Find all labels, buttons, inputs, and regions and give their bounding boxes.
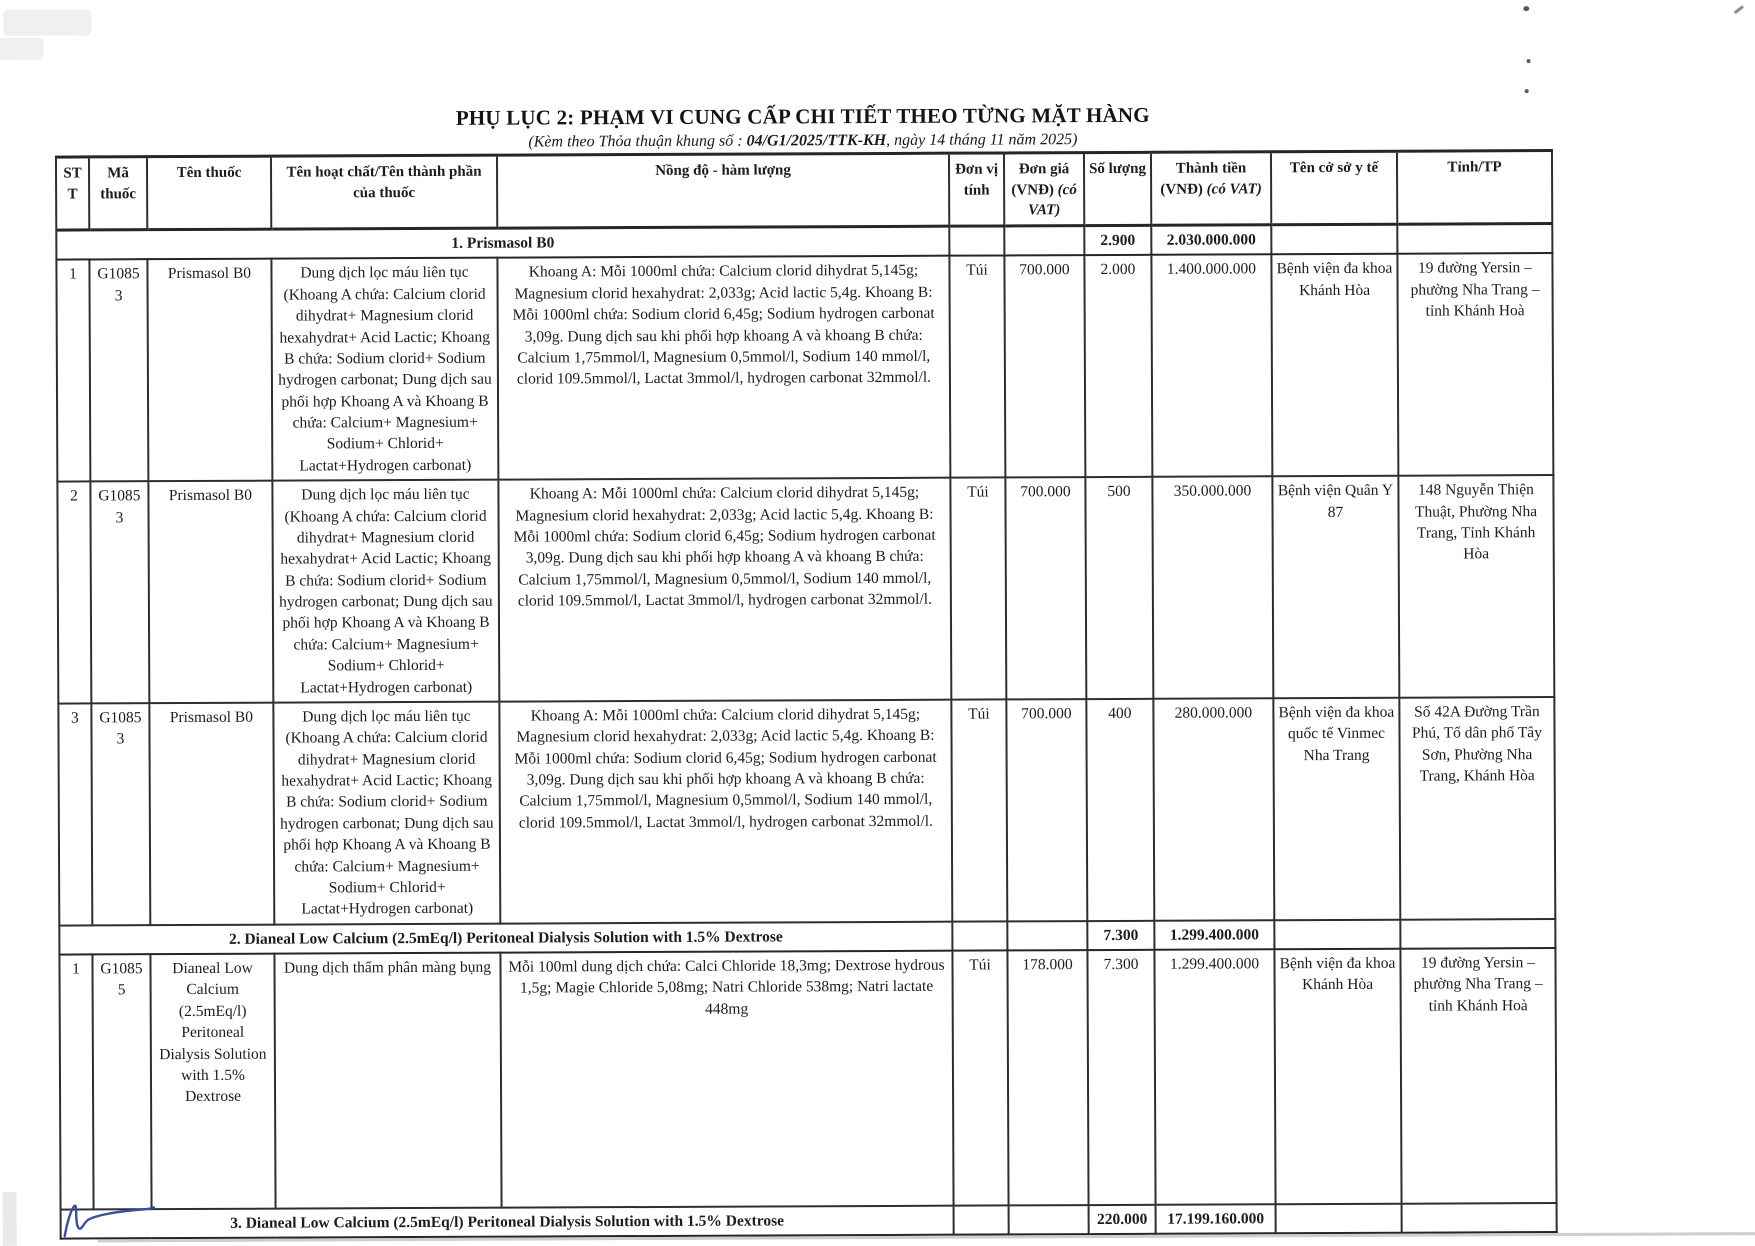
cell-thanh-tien: 1.299.400.000 [1154, 949, 1275, 1205]
cell-stt: 2 [57, 482, 91, 704]
cell-nong-do: Khoang A: Mỗi 1000ml chứa: Calcium clorid dihydrat 5,145g; Magnesium clorid hexahydrat: 2,033g; Acid lactic 5,4g. Khoang B: Mỗi 1000ml chứa: Sodium clorid 6,45g; Sodium hydrogen carbonat 3,09g. Dung dịch sau khi phối hợp khoang A và khoang B chứa: Calcium 1,75mmol/l, Magnesium 0,5mmol/l, Sodium 140 mmol/l, clorid 109.5mmol/l, Lactat 3mmol/l, hydrogen carbonat 32mmol/l. [497, 256, 950, 480]
cell-don-vi: Túi [950, 478, 1006, 700]
scan-speck [1525, 89, 1529, 93]
col-header-don-gia [1004, 153, 1084, 226]
cell-hoat-chat: Dung dịch lọc máu liên tục (Khoang A chứa: Calcium clorid dihydrat+ Magnesium clorid hexahydrat+ Acid Lactic; Khoang B chứa: Sodium clorid+ Sodium hydrogen carbonat; Dung dịch sau phối hợp Khoang A và Khoang B chứa: Calcium+ Magnesium+ Sodium+ Chlorid+ Lactat+Hydrogen carbonat) [273, 702, 500, 925]
thanh-tien-vat-note: (có VAT) [1206, 181, 1262, 198]
empty-cell [954, 1205, 1009, 1235]
cell-stt: 3 [58, 703, 92, 925]
cell-so-luong: 500 [1085, 477, 1153, 699]
scan-tick [1734, 5, 1744, 14]
cell-don-vi: Túi [949, 256, 1005, 478]
empty-cell [1007, 921, 1087, 951]
empty-cell [1397, 224, 1552, 255]
section-label: 3. Dianeal Low Calcium (2.5mEq/l) Peritoneal Dialysis Solution with 1.5% Dextrose [61, 1206, 954, 1239]
subtitle-agreement-number: 04/G1/2025/TTK-KH [746, 131, 887, 150]
cell-thanh-tien: 280.000.000 [1153, 698, 1274, 920]
cell-ten-thuoc: Dianeal Low Calcium (2.5mEq/l) Peritoneal Dialysis Solution with 1.5% Dextrose [150, 954, 275, 1210]
thanh-tien-label: Thành tiền (VNĐ) [1160, 160, 1247, 198]
cell-ten-thuoc: Prismasol B0 [149, 703, 274, 925]
empty-cell [1271, 224, 1397, 254]
don-gia-vat-note: (có VAT) [1028, 181, 1077, 219]
cell-ma-thuoc: G10853 [89, 260, 148, 482]
col-header-nong-do: Nồng độ - hàm lượng [497, 153, 949, 228]
scan-artifact [3, 9, 91, 35]
col-header-co-so-y-te: Tên cở sở y tế [1271, 151, 1397, 225]
cell-don-vi: Túi [951, 699, 1007, 921]
cell-co-so: Bệnh viện đa khoa Khánh Hòa [1271, 254, 1398, 476]
cell-tinh-tp: 19 đường Yersin – phường Nha Trang – tỉnh Khánh Hoà [1397, 253, 1553, 475]
section-quantity: 7.300 [1087, 920, 1154, 950]
cell-don-gia: 700.000 [1005, 477, 1086, 699]
cell-stt: 1 [59, 954, 93, 1209]
section-quantity: 2.900 [1084, 225, 1151, 255]
table-row [56, 253, 1553, 481]
cell-hoat-chat: Dung dịch thẩm phân màng bụng [274, 953, 501, 1209]
cell-don-gia: 700.000 [1006, 699, 1087, 921]
cell-tinh-tp: 19 đường Yersin – phường Nha Trang – tỉnh Khánh Hoà [1400, 948, 1556, 1204]
col-header-don-vi: Đơn vị tính [949, 153, 1004, 226]
cell-tinh-tp: Số 42A Đường Trần Phú, Tổ dân phố Tây Sơn, Phường Nha Trang, Khánh Hòa [1399, 697, 1555, 919]
section-label: 2. Dianeal Low Calcium (2.5mEq/l) Peritoneal Dialysis Solution with 1.5% Dextrose [59, 921, 952, 954]
table-header-row [56, 151, 1552, 231]
cell-ten-thuoc: Prismasol B0 [147, 259, 272, 481]
cell-ma-thuoc: G10855 [92, 954, 151, 1209]
cell-nong-do: Khoang A: Mỗi 1000ml chứa: Calcium clorid dihydrat 5,145g; Magnesium clorid hexahydrat: 2,033g; Acid lactic 5,4g. Khoang B: Mỗi 1000ml chứa: Sodium clorid 6,45g; Sodium hydrogen carbonat 3,09g. Dung dịch sau khi phối hợp khoang A và khoang B chứa: Calcium 1,75mmol/l, Magnesium 0,5mmol/l, Sodium 140 mmol/l, clorid 109.5mmol/l, Lactat 3mmol/l, hydrogen carbonat 32mmol/l. [498, 478, 951, 702]
cell-thanh-tien: 1.400.000.000 [1151, 255, 1272, 477]
section-total: 17.199.160.000 [1156, 1204, 1276, 1234]
empty-cell [1402, 1203, 1557, 1233]
col-header-ten-thuoc: Tên thuốc [147, 156, 271, 230]
cell-co-so: Bệnh viện đa khoa quốc tế Vinmec Nha Trang [1273, 698, 1400, 920]
cell-co-so: Bệnh viện Quân Y 87 [1272, 476, 1399, 698]
table-row [57, 475, 1554, 703]
cell-don-gia: 700.000 [1004, 256, 1085, 478]
document-header [55, 101, 1551, 154]
empty-cell [1276, 1204, 1402, 1234]
scan-artifact [0, 38, 44, 60]
supply-detail-table [55, 149, 1558, 1240]
cell-ma-thuoc: G10853 [91, 703, 150, 925]
cell-so-luong: 2.000 [1084, 255, 1152, 477]
don-gia-label: Đơn giá (VNĐ) [1011, 161, 1070, 199]
cell-so-luong: 400 [1086, 699, 1154, 921]
cell-ma-thuoc: G10853 [90, 481, 149, 703]
col-header-thanh-tien [1151, 152, 1271, 226]
col-header-hoat-chat: Tên hoạt chất/Tên thành phần của thuốc [271, 155, 497, 229]
col-header-stt: STT [56, 157, 89, 230]
empty-cell [1009, 1205, 1089, 1235]
cell-thanh-tien: 350.000.000 [1152, 476, 1273, 698]
section-total: 1.299.400.000 [1154, 920, 1274, 950]
subtitle-prefix: (Kèm theo Thỏa thuận khung số : [528, 132, 747, 151]
section-quantity: 220.000 [1089, 1205, 1156, 1235]
empty-cell [1004, 226, 1084, 256]
table-row [59, 948, 1556, 1210]
subtitle-suffix: , ngày 14 tháng 11 năm 2025) [886, 131, 1078, 149]
scan-speck [1523, 6, 1529, 11]
signature-mark [55, 1197, 167, 1243]
section-total: 2.030.000.000 [1151, 225, 1271, 255]
section-label: 1. Prismasol B0 [56, 226, 949, 260]
cell-hoat-chat: Dung dịch lọc máu liên tục (Khoang A chứa: Calcium clorid dihydrat+ Magnesium clorid hexahydrat+ Acid Lactic; Khoang B chứa: Sodium clorid+ Sodium hydrogen carbonat; Dung dịch sau phối hợp Khoang A và Khoang B chứa: Calcium+ Magnesium+ Sodium+ Chlorid+ Lactat+Hydrogen carbonat) [272, 480, 499, 703]
col-header-so-luong: Số lượng [1084, 152, 1151, 225]
scan-corner [2, 1192, 16, 1246]
cell-so-luong: 7.300 [1087, 950, 1155, 1205]
empty-cell [1274, 919, 1400, 949]
cell-tinh-tp: 148 Nguyễn Thiện Thuật, Phường Nha Trang, Tỉnh Khánh Hòa [1398, 475, 1554, 697]
col-header-tinh-tp: Tỉnh/TP [1397, 151, 1552, 225]
cell-ten-thuoc: Prismasol B0 [148, 481, 273, 703]
cell-stt: 1 [56, 260, 90, 482]
page-title: PHỤ LỤC 2: PHẠM VI CUNG CẤP CHI TIẾT THEO TỪNG MẶT HÀNG [455, 102, 1150, 130]
signature-stroke [65, 1205, 154, 1236]
cell-hoat-chat: Dung dịch lọc máu liên tục (Khoang A chứa: Calcium clorid dihydrat+ Magnesium clorid hexahydrat+ Acid Lactic; Khoang B chứa: Sodium clorid+ Sodium hydrogen carbonat; Dung dịch sau phối hợp Khoang A và Khoang B chứa: Calcium+ Magnesium+ Sodium+ Chlorid+ Lactat+Hydrogen carbonat) [271, 258, 498, 481]
cell-don-vi: Túi [952, 950, 1008, 1205]
cell-nong-do: Khoang A: Mỗi 1000ml chứa: Calcium clorid dihydrat 5,145g; Magnesium clorid hexahydrat: 2,033g; Acid lactic 5,4g. Khoang B: Mỗi 1000ml chứa: Sodium clorid 6,45g; Sodium hydrogen carbonat 3,09g. Dung dịch sau khi phối hợp khoang A và khoang B chứa: Calcium 1,75mmol/l, Magnesium 0,5mmol/l, Sodium 140 mmol/l, clorid 109.5mmol/l, Lactat 3mmol/l, hydrogen carbonat 32mmol/l. [499, 700, 952, 924]
table-row [58, 697, 1555, 925]
empty-cell [1400, 919, 1555, 949]
empty-cell [952, 921, 1007, 951]
scan-speck [1527, 59, 1531, 63]
empty-cell [949, 226, 1004, 256]
cell-nong-do: Mỗi 100ml dung dịch chứa: Calci Chloride 18,3mg; Dextrose hydrous 1,5g; Magie Chloride 5,08mg; Natri Chloride 538mg; Natri lactate 448mg [500, 951, 953, 1208]
cell-don-gia: 178.000 [1007, 950, 1088, 1205]
cell-co-so: Bệnh viện đa khoa Khánh Hòa [1274, 949, 1401, 1205]
col-header-ma-thuoc: Mã thuốc [89, 157, 147, 230]
